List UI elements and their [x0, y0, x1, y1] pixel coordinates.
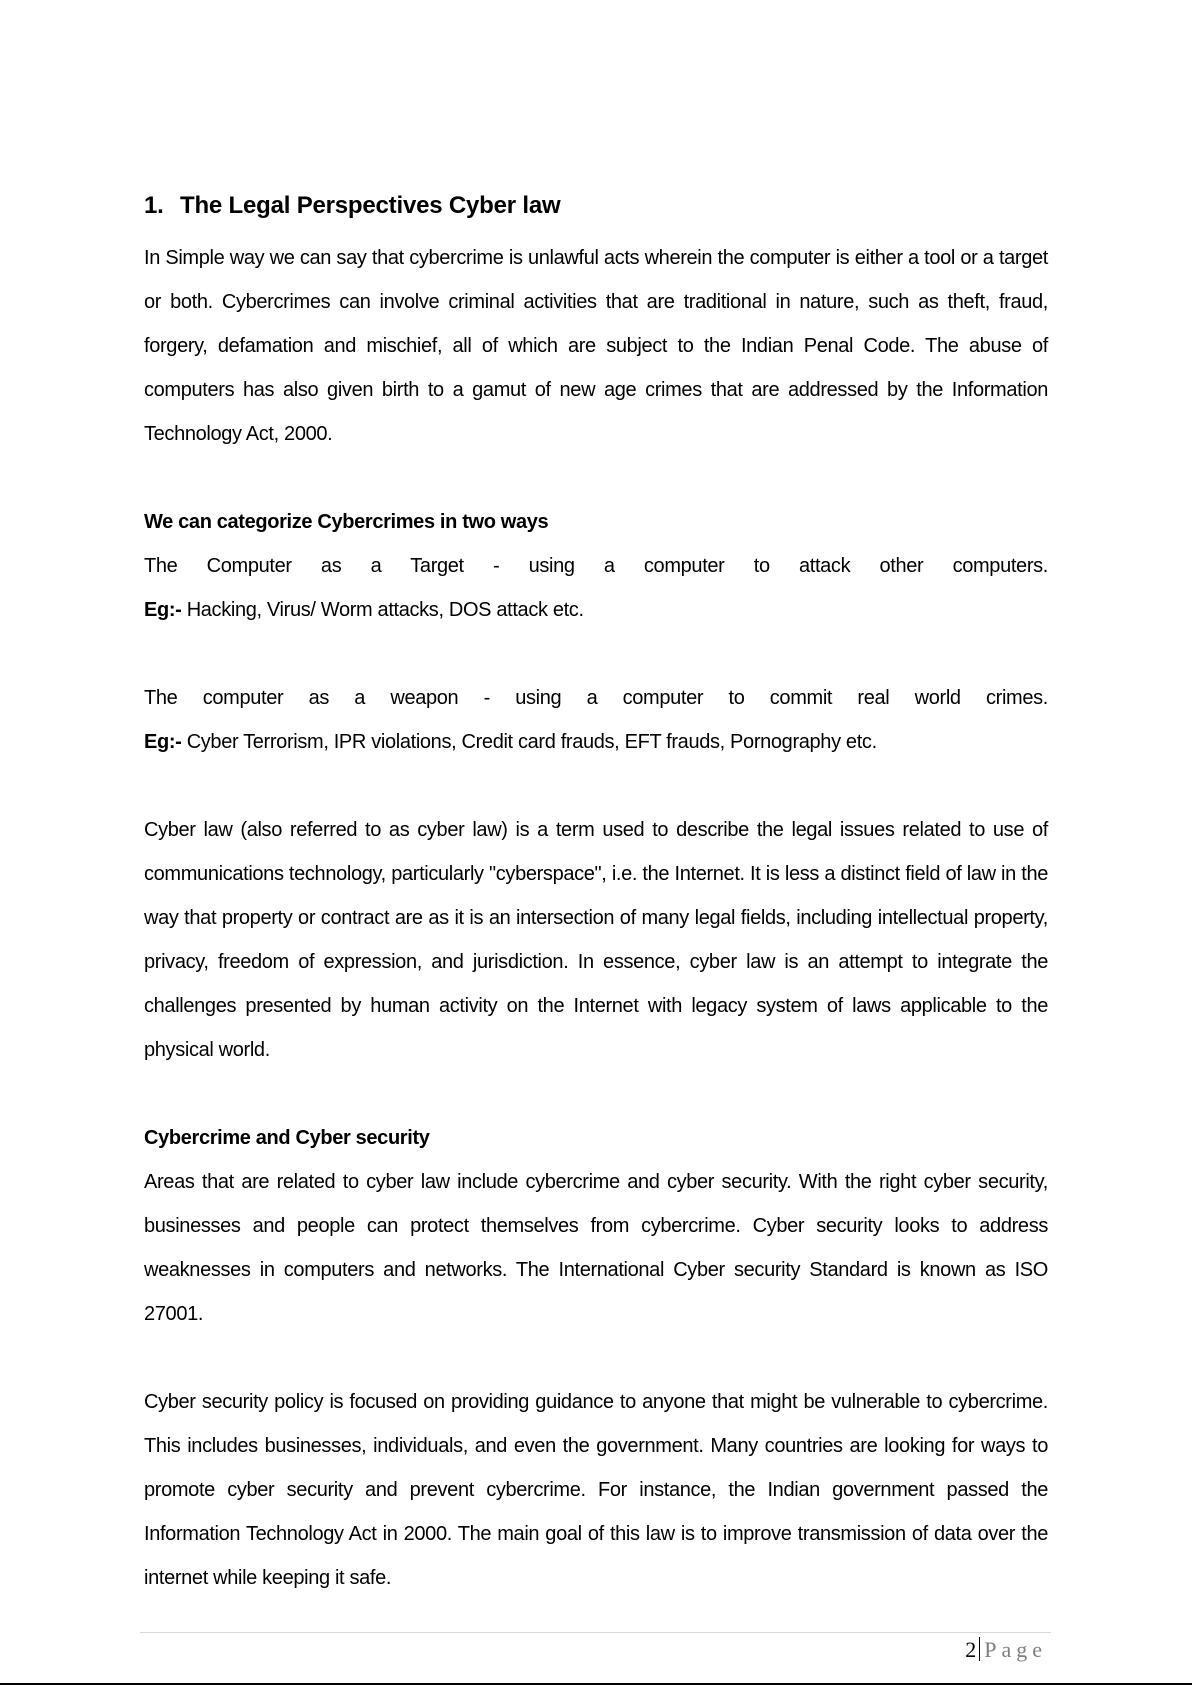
cyber-law-paragraph: Cyber law (also referred to as cyber law) is a term used to describe the legal issues related to use of communications technology, particularly "cyberspace", i.e. the Internet. It is less a distinct field of law in the way that property or contract are as it is an intersection of many legal fields, including intellectual property, privacy, freedom of expression, and jurisdiction. In essence, cyber law is an attempt to integrate the challenges presented by human activity on the Internet with legacy system of laws applicable to the physical world.	[144, 819, 1048, 1061]
category-weapon-line: The computer as a weapon - using a computer to commit real world crimes.	[144, 687, 1048, 709]
eg-text: Hacking, Virus/ Worm attacks, DOS attack etc.	[181, 599, 584, 621]
paragraph-spacer	[144, 456, 1048, 500]
categorize-heading: We can categorize Cybercrimes in two ways	[144, 511, 549, 533]
page-number: 2	[965, 1637, 977, 1662]
footer-separator	[979, 1637, 980, 1661]
paragraph-spacer	[144, 632, 1048, 676]
footer-divider	[140, 1632, 1051, 1633]
category-target-example	[144, 588, 1048, 632]
category-target-line: The Computer as a Target - using a computer to attack other computers.	[144, 555, 1048, 577]
section-title: The Legal Perspectives Cyber law	[180, 192, 561, 219]
paragraph-spacer	[144, 764, 1048, 808]
page-content	[144, 186, 1048, 1600]
page-label: Page	[984, 1637, 1047, 1662]
eg-label: Eg:-	[144, 731, 182, 753]
security-heading: Cybercrime and Cyber security	[144, 1127, 430, 1149]
eg-text: Cyber Terrorism, IPR violations, Credit card frauds, EFT frauds, Pornography etc.	[181, 731, 877, 753]
eg-label: Eg:-	[144, 599, 182, 621]
intro-paragraph: In Simple way we can say that cybercrime is unlawful acts wherein the computer is either a tool or a target or both. Cybercrimes can involve criminal activities that are traditional in nature, such as theft, fraud, forgery, defamation and mischief, all of which are subject to the Indian Penal Code. The abuse of computers has also given birth to a gamut of new age crimes that are addressed by the Information Technology Act, 2000.	[144, 247, 1048, 445]
section-number: 1.	[144, 192, 164, 219]
category-weapon-example	[144, 720, 1048, 764]
page-footer	[965, 1636, 1047, 1664]
security-paragraph: Areas that are related to cyber law include cybercrime and cyber security. With the right cyber security, businesses and people can protect themselves from cybercrime. Cyber security looks to address weaknesses in computers and networks. The International Cyber security Standard is known as ISO 27001.	[144, 1171, 1048, 1325]
paragraph-spacer	[144, 1336, 1048, 1380]
policy-paragraph: Cyber security policy is focused on providing guidance to anyone that might be vulnerable to cybercrime. This includes businesses, individuals, and even the government. Many countries are looking for ways to promote cyber security and prevent cybercrime. For instance, the Indian government passed the Information Technology Act in 2000. The main goal of this law is to improve transmission of data over the internet while keeping it safe.	[144, 1391, 1048, 1589]
paragraph-spacer	[144, 1072, 1048, 1116]
section-heading	[144, 186, 1048, 226]
